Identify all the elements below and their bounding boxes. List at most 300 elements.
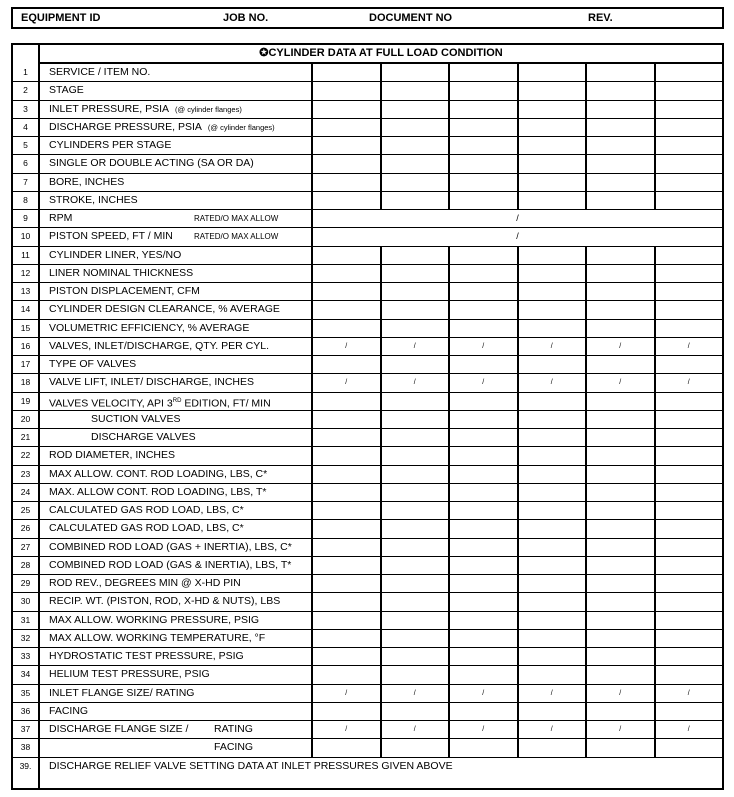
row-number: 7 [23,176,28,187]
value-cell[interactable] [448,630,517,647]
row-value-cells [311,593,722,610]
row-label [49,685,194,702]
row-label [49,593,280,610]
row-number: 2 [23,85,28,96]
row-number: 1 [23,67,28,77]
value-cell[interactable] [311,502,380,519]
value-cell[interactable] [517,192,586,209]
value-cell[interactable] [517,612,586,629]
row-value-cells [311,520,722,537]
value-cell[interactable] [448,429,517,446]
value-cell[interactable] [448,174,517,191]
value-cell[interactable] [585,630,654,647]
row-number: 3 [23,103,28,114]
value-cell[interactable] [585,247,654,264]
value-cell[interactable] [517,575,586,592]
value-cell[interactable] [585,466,654,483]
form-row-20 [13,411,722,429]
value-cell[interactable] [380,648,449,665]
value-cell[interactable] [654,119,723,136]
row-label [49,64,150,81]
value-cell[interactable] [517,447,586,464]
value-cell[interactable] [311,283,380,300]
value-cell[interactable] [380,301,449,318]
row-label-text: MAX. ALLOW CONT. ROD LOADING, LBS, T* [49,485,267,498]
value-cell[interactable] [654,301,723,318]
value-cell[interactable]: / [311,338,380,355]
value-cell[interactable] [448,612,517,629]
value-cell[interactable] [585,64,654,81]
value-cell[interactable] [380,393,449,410]
value-cell[interactable] [380,447,449,464]
value-cell[interactable] [311,648,380,665]
value-cell[interactable] [585,447,654,464]
value-cell[interactable]: / [380,685,449,702]
value-cell[interactable] [311,484,380,501]
value-cell[interactable]: / [585,338,654,355]
value-cell[interactable] [517,137,586,154]
value-cell[interactable] [448,411,517,428]
value-cell[interactable] [517,119,586,136]
value-cell[interactable] [311,557,380,574]
value-cell[interactable] [311,174,380,191]
value-cell[interactable] [311,429,380,446]
value-cell[interactable] [517,484,586,501]
value-cell[interactable] [585,101,654,118]
value-cell[interactable] [380,739,449,756]
value-cell[interactable] [585,593,654,610]
value-cell[interactable] [585,739,654,756]
value-cell[interactable] [654,82,723,99]
row-label-text: STAGE [49,84,84,97]
job-no-label: JOB NO. [223,12,269,24]
value-cell[interactable] [585,137,654,154]
value-cell[interactable] [654,283,723,300]
value-cell[interactable] [654,247,723,264]
value-cell[interactable]: / [585,374,654,391]
value-cell[interactable] [448,192,517,209]
value-cell[interactable]: / [654,338,723,355]
row-number: 23 [20,468,31,479]
value-cell[interactable] [448,466,517,483]
value-cell[interactable] [448,320,517,337]
row-number: 31 [20,614,31,625]
value-cell[interactable] [654,155,723,172]
value-cell[interactable] [585,192,654,209]
equipment-id-label: EQUIPMENT ID [21,12,101,24]
value-cell[interactable]: / [311,228,722,245]
row-label-text: SUCTION VALVES [91,412,181,425]
form-row-32 [13,630,722,648]
row-label-text: CYLINDER LINER, YES/NO [49,248,182,261]
row-value-cells [311,648,722,665]
value-cell[interactable] [380,593,449,610]
value-cell[interactable] [380,612,449,629]
value-cell[interactable] [654,265,723,282]
row-label-text: MAX ALLOW. CONT. ROD LOADING, LBS, C* [49,467,268,480]
value-cell[interactable] [380,429,449,446]
form-row-24 [13,484,722,502]
row-number: 13 [20,286,31,296]
row-value-cells [311,739,722,756]
form-row-6 [13,155,722,173]
value-cell[interactable] [448,101,517,118]
form-row-37 [13,721,722,739]
row-value-cells [311,101,722,118]
value-cell[interactable] [448,739,517,756]
value-cell[interactable]: / [585,721,654,738]
row-value-cells [311,64,722,81]
row-number: 10 [20,231,31,242]
form-row-22 [13,447,722,465]
form-row-23 [13,466,722,484]
value-cell[interactable] [448,557,517,574]
value-cell[interactable] [517,557,586,574]
row-label [49,356,136,373]
value-cell[interactable] [585,174,654,191]
value-cell[interactable] [448,575,517,592]
form-row-4 [13,119,722,137]
value-cell[interactable] [585,520,654,537]
value-cell[interactable] [448,703,517,720]
value-cell[interactable] [311,520,380,537]
value-cell[interactable] [654,630,723,647]
value-cell[interactable]: / [311,721,380,738]
form-row-1 [13,64,722,82]
value-cell[interactable] [311,155,380,172]
value-cell[interactable] [585,411,654,428]
value-cell[interactable] [448,283,517,300]
value-cell[interactable] [380,502,449,519]
row-value-cells [311,411,722,428]
value-cell[interactable] [585,393,654,410]
value-cell[interactable] [448,247,517,264]
value-cell[interactable] [311,593,380,610]
value-cell[interactable] [654,411,723,428]
value-cell[interactable] [654,666,723,683]
row-label-text: SERVICE / ITEM NO. [49,66,151,78]
value-cell[interactable] [448,447,517,464]
value-cell[interactable] [654,703,723,720]
value-cell[interactable] [517,301,586,318]
value-cell[interactable] [380,666,449,683]
value-cell[interactable]: / [585,685,654,702]
value-cell[interactable] [448,502,517,519]
value-cell[interactable] [517,666,586,683]
value-cell[interactable]: / [654,721,723,738]
value-cell[interactable] [654,137,723,154]
value-cell[interactable] [654,393,723,410]
value-cell[interactable] [517,283,586,300]
value-cell[interactable] [517,502,586,519]
value-cell[interactable] [448,119,517,136]
row-value-cells [311,137,722,154]
value-cell[interactable] [517,101,586,118]
row-label [49,137,171,154]
value-cell[interactable]: / [448,721,517,738]
row-sublabel: FACING [214,741,254,754]
value-cell[interactable] [380,101,449,118]
row-value-cells [311,447,722,464]
row-label-text: PISTON SPEED, FT / MIN [49,230,173,243]
value-cell[interactable] [585,119,654,136]
value-cell[interactable] [380,557,449,574]
value-cell[interactable] [311,64,380,81]
value-cell[interactable] [585,502,654,519]
value-cell[interactable] [517,411,586,428]
value-cell[interactable] [517,703,586,720]
row-label [49,320,249,337]
document-header [11,7,724,29]
value-cell[interactable] [585,320,654,337]
value-cell[interactable] [654,612,723,629]
value-cell[interactable] [517,155,586,172]
row-label [49,247,181,264]
value-cell[interactable] [654,356,723,373]
value-cell[interactable] [448,393,517,410]
value-cell[interactable] [517,466,586,483]
value-cell[interactable] [585,539,654,556]
value-cell[interactable] [448,648,517,665]
value-cell[interactable] [654,502,723,519]
value-cell[interactable] [585,612,654,629]
value-cell[interactable] [380,119,449,136]
row-label [49,721,188,738]
value-cell[interactable] [448,520,517,537]
value-cell[interactable] [654,466,723,483]
row-value-cells [311,502,722,519]
row-label-text: MAX ALLOW. WORKING PRESSURE, PSIG [49,613,260,626]
section-title: ✪CYLINDER DATA AT FULL LOAD CONDITION [40,45,722,64]
value-cell[interactable] [448,301,517,318]
row-label-text: LINER NOMINAL THICKNESS [49,266,194,279]
value-cell[interactable] [517,539,586,556]
row-number: 37 [20,724,31,734]
value-cell[interactable] [585,356,654,373]
value-cell[interactable] [448,539,517,556]
row-number: 38 [20,742,31,753]
value-cell[interactable] [654,447,723,464]
value-cell[interactable] [585,648,654,665]
value-cell[interactable] [517,64,586,81]
value-cell[interactable] [654,429,723,446]
value-cell[interactable] [585,429,654,446]
row-label-text: DISCHARGE RELIEF VALVE SETTING DATA AT INLET PRESSURES GIVEN ABOVE [49,759,453,772]
row-sublabel: RATING [214,723,253,735]
value-cell[interactable] [311,447,380,464]
value-cell[interactable] [448,82,517,99]
value-cell[interactable] [517,356,586,373]
value-cell[interactable] [311,265,380,282]
value-cell[interactable]: / [311,374,380,391]
value-cell[interactable] [380,283,449,300]
value-cell[interactable] [311,119,380,136]
value-cell[interactable] [517,593,586,610]
value-cell[interactable] [311,356,380,373]
value-cell[interactable] [448,137,517,154]
value-cell[interactable] [654,64,723,81]
value-cell[interactable] [517,82,586,99]
value-cell[interactable] [585,575,654,592]
value-cell[interactable] [380,466,449,483]
value-cell[interactable]: / [654,374,723,391]
value-cell[interactable] [654,320,723,337]
value-cell[interactable] [585,666,654,683]
value-cell[interactable] [517,265,586,282]
value-cell[interactable] [585,155,654,172]
value-cell[interactable] [380,320,449,337]
value-cell[interactable] [448,666,517,683]
row-number: 36 [20,705,31,716]
value-cell[interactable] [517,630,586,647]
value-cell[interactable] [311,393,380,410]
form-row-3 [13,101,722,119]
value-cell[interactable] [517,393,586,410]
value-cell[interactable] [517,247,586,264]
value-cell[interactable] [585,703,654,720]
row-label-text: DISCHARGE VALVES [91,431,196,443]
value-cell[interactable] [448,356,517,373]
value-cell[interactable] [311,703,380,720]
row-label-text: STROKE, INCHES [49,193,138,206]
value-cell[interactable] [585,301,654,318]
value-cell[interactable]: / [311,685,380,702]
value-cell[interactable] [380,155,449,172]
value-cell[interactable] [654,192,723,209]
value-cell[interactable] [380,484,449,501]
value-cell[interactable] [380,82,449,99]
value-cell[interactable]: / [380,721,449,738]
value-cell[interactable] [311,539,380,556]
value-cell[interactable] [311,739,380,756]
value-cell[interactable] [517,429,586,446]
row-label-text: TYPE OF VALVES [49,358,137,370]
form-row-5 [13,137,722,155]
value-cell[interactable] [311,411,380,428]
value-cell[interactable] [311,612,380,629]
row-value-cells [311,301,722,318]
row-number: 8 [23,194,28,205]
value-cell[interactable] [448,593,517,610]
value-cell[interactable]: / [448,374,517,391]
value-cell[interactable] [654,484,723,501]
value-cell[interactable] [654,174,723,191]
value-cell[interactable] [654,648,723,665]
value-cell[interactable] [517,648,586,665]
value-cell[interactable] [654,575,723,592]
row-label [49,155,254,172]
row-label [49,557,291,574]
value-cell[interactable] [311,247,380,264]
value-cell[interactable] [311,666,380,683]
value-cell[interactable] [380,137,449,154]
value-cell[interactable] [654,101,723,118]
row-label [49,502,244,519]
value-cell[interactable] [448,64,517,81]
value-cell[interactable] [380,247,449,264]
value-cell[interactable] [654,557,723,574]
row-number: 11 [21,249,30,260]
value-cell[interactable] [517,174,586,191]
value-cell[interactable]: / [311,210,722,227]
row-label [49,666,210,683]
row-value-cells [311,393,722,410]
value-cell[interactable]: / [517,338,586,355]
form-row-30 [13,593,722,611]
row-value-cells [311,575,722,592]
value-cell[interactable] [311,630,380,647]
row-number: 16 [20,340,31,351]
value-cell[interactable] [380,539,449,556]
form-row-15 [13,320,722,338]
value-cell[interactable] [311,320,380,337]
value-cell[interactable]: / [448,338,517,355]
value-cell[interactable] [311,82,380,99]
value-cell[interactable] [311,466,380,483]
value-cell[interactable] [585,484,654,501]
row-label-text: BORE, INCHES [49,175,125,188]
value-cell[interactable]: / [654,685,723,702]
value-cell[interactable] [654,539,723,556]
value-cell[interactable] [311,137,380,154]
value-cell[interactable] [380,575,449,592]
value-cell[interactable] [311,575,380,592]
value-cell[interactable] [311,192,380,209]
value-cell[interactable]: / [380,374,449,391]
value-cell[interactable]: / [380,338,449,355]
value-cell[interactable] [380,356,449,373]
row-number: 14 [20,304,31,315]
value-cell[interactable]: / [517,721,586,738]
value-cell[interactable] [380,265,449,282]
value-cell[interactable] [311,301,380,318]
value-cell[interactable] [654,593,723,610]
value-cell[interactable] [448,484,517,501]
value-cell[interactable] [585,557,654,574]
row-label-text: COMBINED ROD LOAD (GAS & INERTIA), LBS, T* [49,558,292,571]
value-cell[interactable] [585,283,654,300]
value-cell[interactable] [380,174,449,191]
row-label [91,429,196,446]
value-cell[interactable] [654,739,723,756]
value-cell[interactable] [585,82,654,99]
value-cell[interactable] [654,520,723,537]
value-cell[interactable] [380,64,449,81]
row-value-cells [311,247,722,264]
value-cell[interactable] [380,192,449,209]
value-cell[interactable] [380,411,449,428]
value-cell[interactable] [448,265,517,282]
value-cell[interactable] [448,155,517,172]
value-cell[interactable]: / [517,374,586,391]
form-row-10 [13,228,722,246]
value-cell[interactable] [311,101,380,118]
row-value-cells [311,429,722,446]
form-row-11 [13,247,722,265]
row-number: 21 [20,432,31,442]
cylinder-data-form [11,43,724,790]
value-cell[interactable]: / [448,685,517,702]
value-cell[interactable] [380,630,449,647]
value-cell[interactable] [585,265,654,282]
value-cell[interactable] [517,739,586,756]
value-cell[interactable]: / [517,685,586,702]
form-row-36 [13,703,722,721]
value-cell[interactable] [517,320,586,337]
value-cell[interactable] [380,520,449,537]
value-cell[interactable] [517,520,586,537]
value-cell[interactable] [380,703,449,720]
